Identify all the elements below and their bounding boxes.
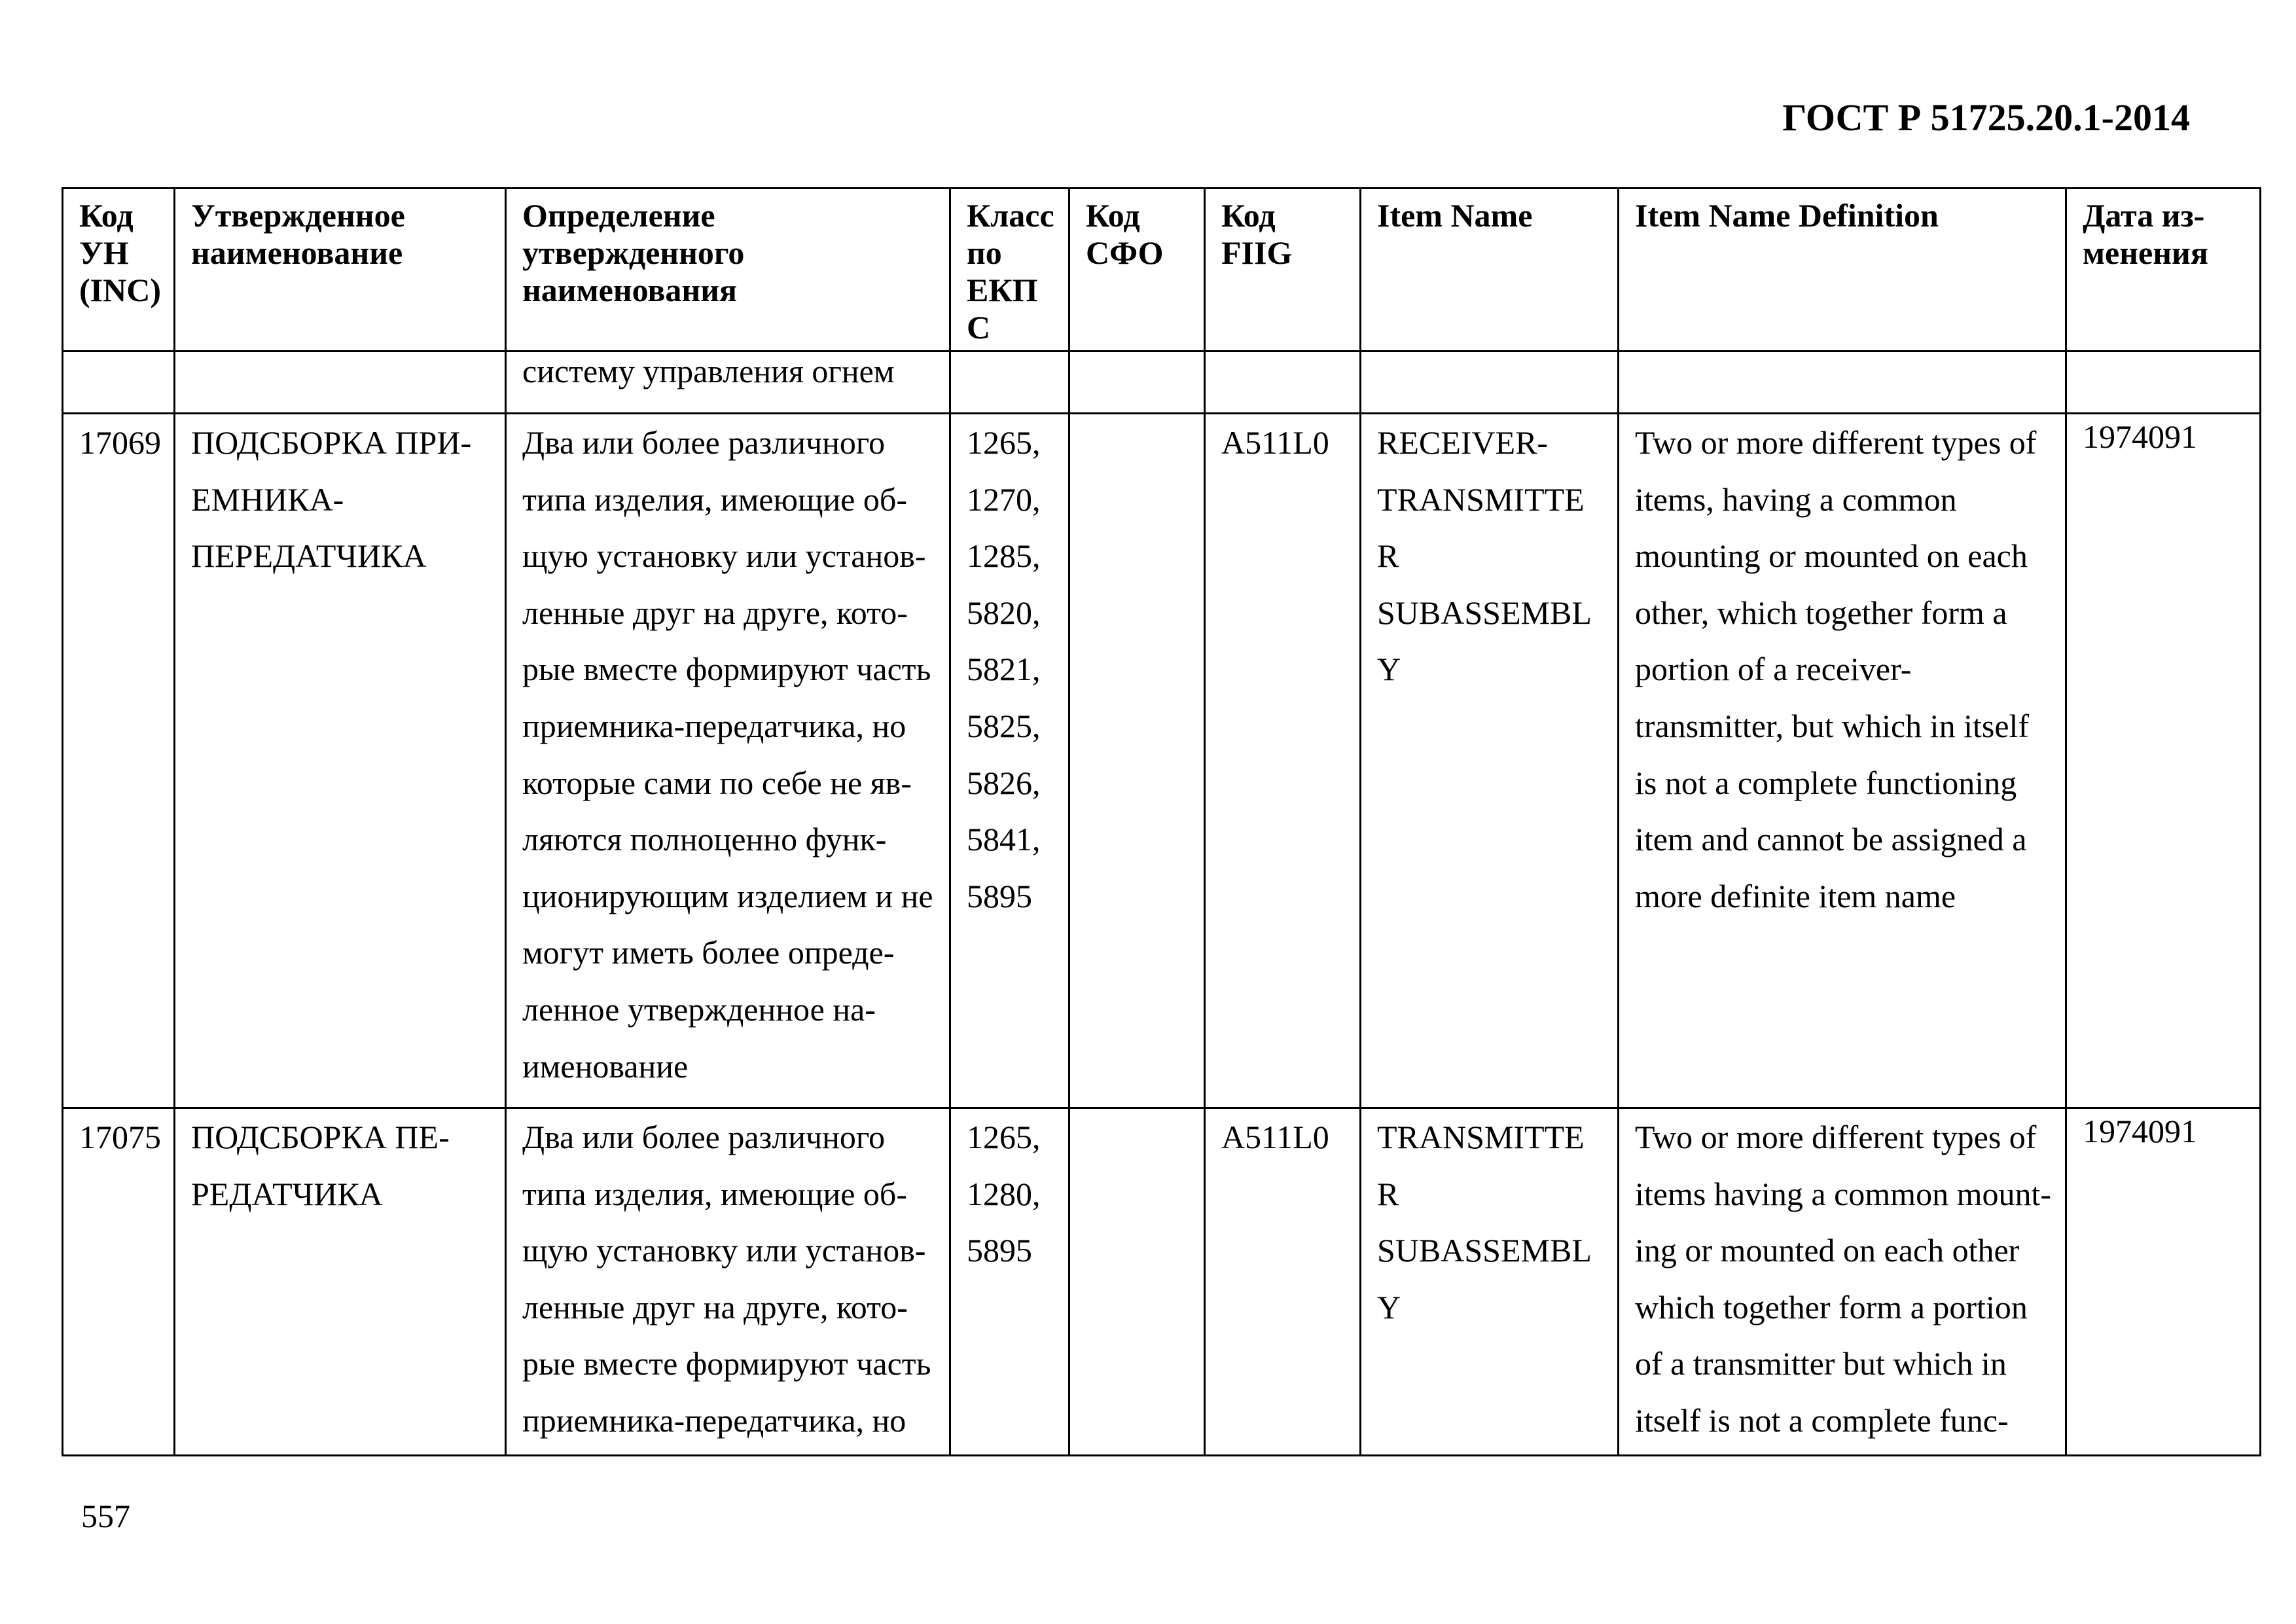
- cell-class: 1265, 1270, 1285, 5820, 5821, 5825, 5826, 5841, 5895: [950, 414, 1069, 1108]
- column-header-approved-name: Утвержденное наименование: [175, 189, 506, 352]
- cell-item-name-definition: Two or more different types of items, having a common mounting or mounted on each other, which together form a portion of a receiver- transmitter, but which in itself is not a complete functioning item and cannot be assigned a more definite item name: [1619, 414, 2066, 1108]
- cell-class: [950, 352, 1069, 414]
- change-date-value: 1974091: [2083, 1113, 2197, 1149]
- table-header-row: [63, 189, 2261, 352]
- cell-inc: 17069: [63, 414, 175, 1108]
- document-code: ГОСТ Р 51725.20.1-2014: [1782, 96, 2190, 139]
- cell-change-date: [2066, 352, 2261, 414]
- cell-sfo-code: [1069, 352, 1205, 414]
- cell-item-name: RECEIVER- TRANSMITTE R SUBASSEMBL Y: [1361, 414, 1619, 1108]
- cell-inc: [63, 352, 175, 414]
- cell-name-definition: систему управления огнем: [506, 352, 950, 414]
- cell-item-name-definition: Two or more different types of items having a common mount- ing or mounted on each other which together form a portion of a transmitter but which in itself is not a complete func-: [1619, 1108, 2066, 1456]
- column-header-sfo-code: Код СФО: [1069, 189, 1205, 352]
- cell-change-date: [2066, 1108, 2261, 1456]
- cell-approved-name: [175, 352, 506, 414]
- cell-approved-name: ПОДСБОРКА ПРИ- ЕМНИКА- ПЕРЕДАТЧИКА: [175, 414, 506, 1108]
- table-row: [63, 414, 2261, 1108]
- cell-item-name-definition: [1619, 352, 2066, 414]
- cell-approved-name: ПОДСБОРКА ПЕ- РЕДАТЧИКА: [175, 1108, 506, 1456]
- cell-inc: 17075: [63, 1108, 175, 1456]
- cell-fiig-code: A511L0: [1205, 414, 1361, 1108]
- cell-item-name: [1361, 352, 1619, 414]
- page-number: 557: [81, 1498, 130, 1534]
- cell-name-definition: Два или более различного типа изделия, имеющие об- щую установку или установ- ленные друг на друге, кото- рые вместе формируют часть приемника-передатчика, но которые сами по себе не яв- ляются полноценно функ- ционирующим изделием и не могут иметь более опреде- ленное утвержденное на- именование: [506, 414, 950, 1108]
- column-header-inc: Код УН (INC): [63, 189, 175, 352]
- cell-change-date: [2066, 414, 2261, 1108]
- table-row: [63, 1108, 2261, 1456]
- cell-name-definition: Два или более различного типа изделия, имеющие об- щую установку или установ- ленные друг на друге, кото- рые вместе формируют часть приемника-передатчика, но: [506, 1108, 950, 1456]
- column-header-item-name: Item Name: [1361, 189, 1619, 352]
- column-header-item-name-definition: Item Name Definition: [1619, 189, 2066, 352]
- column-header-fiig-code: Код FIIG: [1205, 189, 1361, 352]
- cell-fiig-code: A511L0: [1205, 1108, 1361, 1456]
- column-header-class: Класс по ЕКП С: [950, 189, 1069, 352]
- table-row: [63, 352, 2261, 414]
- cell-item-name: TRANSMITTE R SUBASSEMBL Y: [1361, 1108, 1619, 1456]
- column-header-change-date: Дата из- менения: [2066, 189, 2261, 352]
- cell-sfo-code: [1069, 1108, 1205, 1456]
- change-date-value: 1974091: [2083, 418, 2197, 455]
- cell-sfo-code: [1069, 414, 1205, 1108]
- item-names-table: [62, 187, 2261, 1456]
- cell-class: 1265, 1280, 5895: [950, 1108, 1069, 1456]
- column-header-name-definition: Определение утвержденного наименования: [506, 189, 950, 352]
- cell-fiig-code: [1205, 352, 1361, 414]
